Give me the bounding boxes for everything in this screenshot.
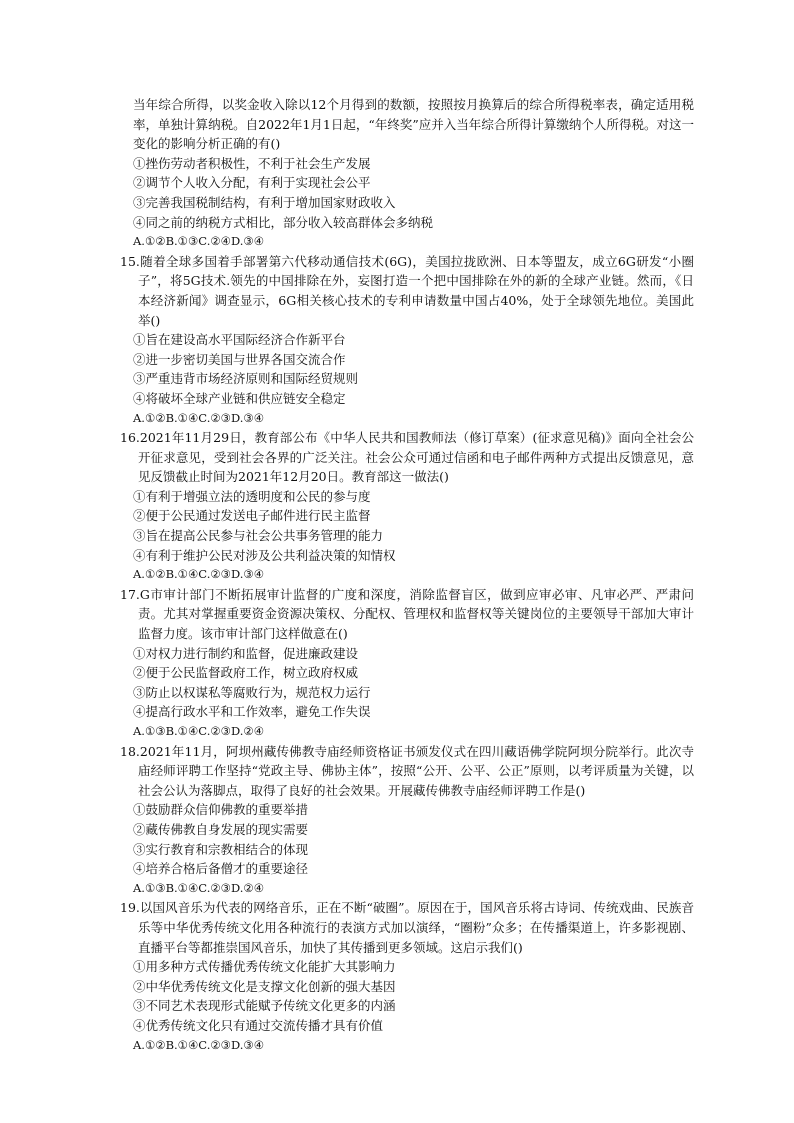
option-4: ④同之前的纳税方式相比，部分收入较高群体会多纳税 — [133, 214, 434, 230]
question-number: 19. — [120, 900, 140, 916]
option-3: ③严重违背市场经济原则和国际经贸规则 — [133, 371, 359, 387]
answer-choices: A.①②B.①④C.②③D.③④ — [133, 410, 265, 425]
option-1: ①挫伤劳动者积极性，不利于社会生产发展 — [133, 155, 371, 171]
question-number: 16. — [120, 430, 140, 446]
option-3: ③实行教育和宗教相结合的体现 — [133, 841, 309, 857]
option-4: ④将破坏全球产业链和供应链安全稳定 — [133, 390, 346, 406]
question-number: 17. — [120, 586, 140, 602]
question-list — [120, 95, 694, 1055]
option-1: ①用多种方式传播优秀传统文化能扩大其影响力 — [133, 959, 396, 975]
question-stem — [120, 742, 694, 801]
question-14-continued — [120, 95, 694, 252]
option-3: ③防止以权谋私等腐败行为，规范权力运行 — [133, 684, 371, 700]
question-text: 2021年11月29日，教育部公布《中华人民共和国教师法（修订草案）(征求意见稿)》面向全社会公开征求意见，受到社会各界的广泛关注。社会公众可通过信函和电子邮件两种方式提出反馈意见，意见反馈截止时间为2021年12月20日。教育部这一做法() — [138, 430, 694, 485]
option-2: ②便于公民通过发送电子邮件进行民主监督 — [133, 508, 371, 524]
option-3: ③不同艺术表现形式能赋予传统文化更多的内涵 — [133, 998, 396, 1014]
question-number: 15. — [120, 253, 140, 269]
option-2: ②中华优秀传统文化是支撑文化创新的强大基因 — [133, 978, 396, 994]
option-4: ④有利于维护公民对涉及公共利益决策的知情权 — [133, 547, 396, 563]
option-2: ②藏传佛教自身发展的现实需要 — [133, 821, 309, 837]
answer-choices: A.①②B.①④C.②③D.③④ — [133, 567, 265, 582]
answer-choices: A.①③B.①④C.②③D.②④ — [133, 880, 265, 895]
option-3: ③旨在提高公民参与社会公共事务管理的能力 — [133, 528, 384, 544]
question-stem — [120, 252, 694, 330]
option-2: ②便于公民监督政府工作，树立政府权威 — [133, 665, 359, 681]
option-4: ④培养合格后备僧才的重要途径 — [133, 861, 309, 877]
question-15 — [120, 252, 694, 428]
question-text: 随着全球多国着手部署第六代移动通信技术(6G)，美国拉拢欧洲、日本等盟友，成立6G研发“小圈子”，将5G技术.领先的中国排除在外，妄图打造一个把中国排除在外的新的全球产业链。然而，《日本经济新闻》调查显示，6G相关核心技术的专利申请数量中国占40%，处于全球领先地位。美国此举() — [138, 253, 694, 328]
question-stem — [120, 585, 694, 644]
question-text: 2021年11月，阿坝州藏传佛教寺庙经师资格证书颁发仪式在四川藏语佛学院阿坝分院举行。此次寺庙经师评聘工作坚持“党政主导、佛协主体”，按照“公开、公平、公正”原则，以考评质量为关键，以社会公认为落脚点，取得了良好的社会效果。开展藏传佛教寺庙经师评聘工作是() — [138, 743, 694, 798]
question-stem: 当年综合所得，以奖金收入除以12个月得到的数额，按照按月换算后的综合所得税率表，确定适用税率，单独计算纳税。自2022年1月1日起，“年终奖”应并入当年综合所得计算缴纳个人所得税。对这一变化的影响分析正确的有() — [133, 97, 694, 152]
question-text: G市审计部门不断拓展审计监督的广度和深度，消除监督盲区，做到应审必审、凡审必严、严肃问责。尤其对掌握重要资金资源决策权、分配权、管理权和监督权等关键岗位的主要领导干部加大审计监督力度。该市审计部门这样做意在() — [138, 586, 694, 642]
option-3: ③完善我国税制结构，有利于增加国家财政收入 — [133, 194, 396, 210]
option-4: ④提高行政水平和工作效率，避免工作失误 — [133, 704, 371, 720]
option-2: ②进一步密切美国与世界各国交流合作 — [133, 351, 346, 367]
option-1: ①有利于增强立法的透明度和公民的参与度 — [133, 488, 371, 504]
option-1: ①对权力进行制约和监督，促进廉政建设 — [133, 645, 359, 661]
question-stem — [120, 898, 694, 957]
answer-choices: A.①③B.①④C.②③D.②④ — [133, 724, 265, 738]
question-16 — [120, 428, 694, 585]
option-1: ①鼓励群众信仰佛教的重要举措 — [133, 802, 309, 818]
option-2: ②调节个人收入分配，有利于实现社会公平 — [133, 175, 371, 191]
question-stem — [120, 428, 694, 487]
question-18 — [120, 742, 694, 899]
question-number: 18. — [120, 743, 140, 759]
answer-choices: A.①②B.①④C.②③D.③④ — [133, 1037, 265, 1052]
question-19 — [120, 898, 694, 1055]
answer-choices: A.①②B.①③C.②④D.③④ — [133, 234, 265, 249]
question-17 — [120, 585, 694, 742]
option-1: ①旨在建设高水平国际经济合作新平台 — [133, 332, 346, 348]
option-4: ④优秀传统文化只有通过交流传播才具有价值 — [133, 1017, 384, 1033]
question-text: 以国风音乐为代表的网络音乐，正在不断“破圈”。原因在于，国风音乐将古诗词、传统戏曲、民族音乐等中华优秀传统文化用各种流行的表演方式加以演绎，“圈粉”众多；在传播渠道上，许多影视剧、直播平台等都推崇国风音乐，加快了其传播到更多领域。这启示我们() — [138, 900, 694, 955]
